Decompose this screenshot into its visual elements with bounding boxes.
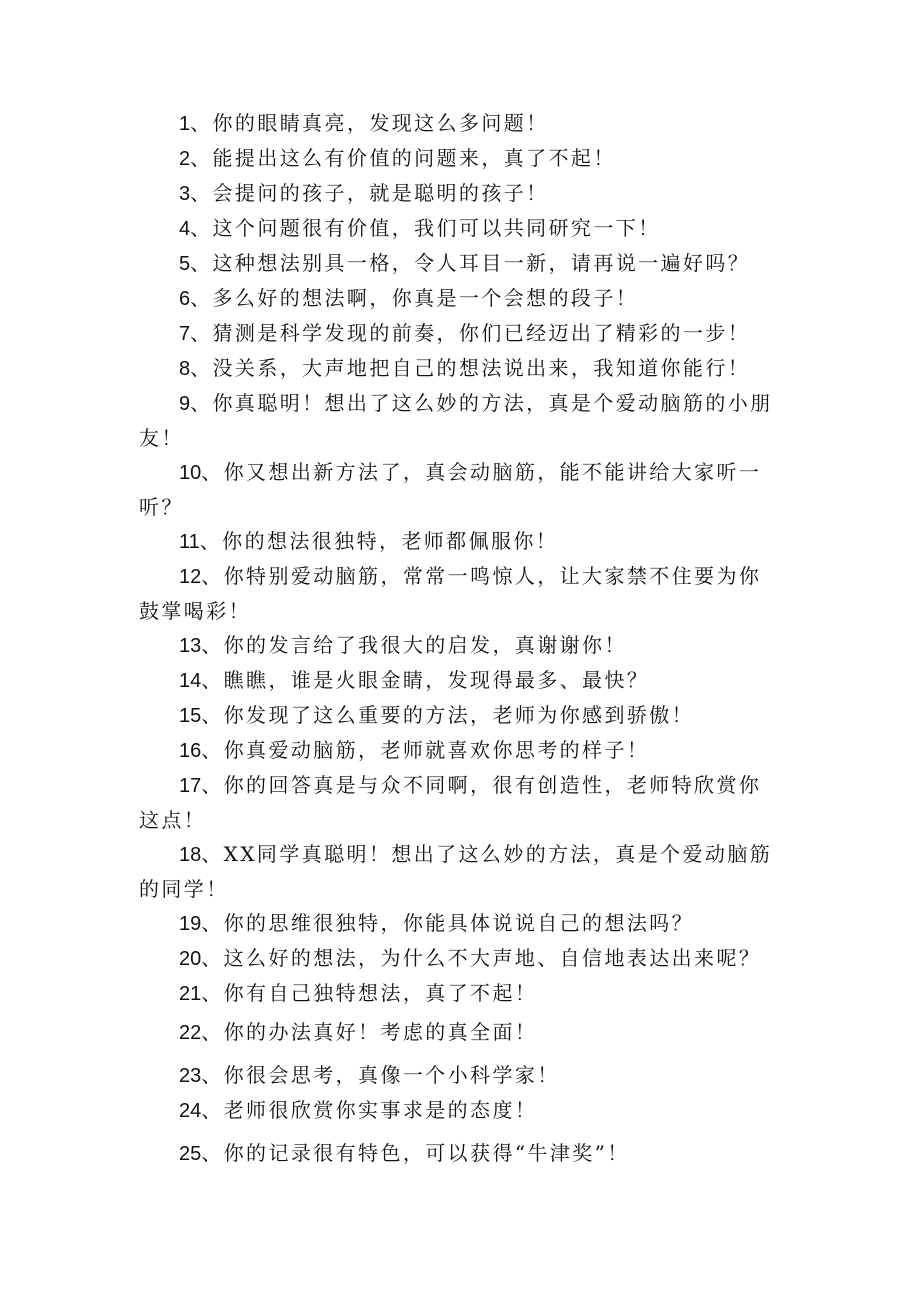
- item-text: 猜测是科学发现的前奏，你们已经迈出了精彩的一步！: [212, 321, 751, 345]
- item-text: 你的思维很独特，你能具体说说自己的想法吗？: [223, 911, 695, 935]
- item-text: 瞧瞧，谁是火眼金睛，发现得最多、最快？: [223, 668, 650, 692]
- list-item: 15、你发现了这么重要的方法，老师为你感到骄傲！: [179, 703, 695, 727]
- item-text: 你的想法很独特，老师都佩服你！: [222, 529, 559, 553]
- list-item: 8、没关系，大声地把自己的想法说出来，我知道你能行！: [179, 356, 751, 380]
- list-item: 6、多么好的想法啊，你真是一个会想的段子！: [179, 286, 639, 310]
- item-number: 23: [179, 1065, 202, 1087]
- item-text: 多么好的想法啊，你真是一个会想的段子！: [212, 286, 639, 310]
- item-number: 16: [179, 740, 202, 762]
- item-text: 你的记录很有特色，可以获得“牛津奖”！: [223, 1141, 630, 1165]
- list-item: 19、你的思维很独特，你能具体说说自己的想法吗？: [179, 911, 695, 935]
- list-item: 10、你又想出新方法了，真会动脑筋，能不能讲给大家听一听？: [139, 460, 762, 519]
- item-number: 4: [179, 218, 191, 240]
- item-number: 17: [179, 775, 202, 797]
- list-item: 11、你的想法很独特，老师都佩服你！: [179, 529, 559, 553]
- list-item: 21、你有自己独特想法，真了不起！: [179, 981, 538, 1005]
- item-text: 你很会思考，真像一个小科学家！: [223, 1063, 560, 1087]
- item-text: 你的回答真是与众不同啊，很有创造性，老师特欣赏你这点！: [139, 773, 762, 832]
- list-item: 13、你的发言给了我很大的启发，真谢谢你！: [179, 633, 627, 657]
- item-text: 你的发言给了我很大的启发，真谢谢你！: [223, 633, 627, 657]
- item-number: 11: [179, 531, 200, 553]
- item-text: 你特别爱动脑筋，常常一鸣惊人，让大家禁不住要为你鼓掌喝彩！: [139, 564, 762, 623]
- list-item: 25、你的记录很有特色，可以获得“牛津奖”！: [179, 1141, 630, 1165]
- item-number: 20: [179, 948, 202, 970]
- item-number: 18: [179, 844, 202, 866]
- list-item: 9、你真聪明！想出了这么妙的方法，真是个爱动脑筋的小朋友！: [139, 391, 773, 450]
- item-number: 3: [179, 183, 191, 205]
- item-text: 能提出这么有价值的问题来，真了不起！: [212, 146, 616, 170]
- item-text: 这个问题很有价值，我们可以共同研究一下！: [212, 216, 661, 240]
- item-number: 9: [179, 393, 191, 415]
- item-text: 没关系，大声地把自己的想法说出来，我知道你能行！: [212, 356, 751, 380]
- item-text: 你的眼睛真亮，发现这么多问题！: [212, 111, 549, 135]
- item-number: 12: [179, 566, 202, 588]
- list-item: 3、会提问的孩子，就是聪明的孩子！: [179, 181, 549, 205]
- list-item: 24、老师很欣赏你实事求是的态度！: [179, 1098, 538, 1122]
- item-number: 22: [179, 1022, 202, 1044]
- list-item: 16、你真爱动脑筋，老师就喜欢你思考的样子！: [179, 738, 650, 762]
- item-text: 这么好的想法，为什么不大声地、自信地表达出来呢？: [223, 946, 762, 970]
- list-item: 12、你特别爱动脑筋，常常一鸣惊人，让大家禁不住要为你鼓掌喝彩！: [139, 564, 762, 623]
- praise-list: [139, 106, 779, 1171]
- list-item: 17、你的回答真是与众不同啊，很有创造性，老师特欣赏你这点！: [139, 773, 762, 832]
- item-number: 25: [179, 1143, 202, 1165]
- item-text: 你有自己独特想法，真了不起！: [223, 981, 538, 1005]
- list-item: 1、你的眼睛真亮，发现这么多问题！: [179, 111, 549, 135]
- list-item: 14、瞧瞧，谁是火眼金睛，发现得最多、最快？: [179, 668, 650, 692]
- list-item: 7、猜测是科学发现的前奏，你们已经迈出了精彩的一步！: [179, 321, 751, 345]
- item-text: 老师很欣赏你实事求是的态度！: [223, 1098, 538, 1122]
- item-number: 14: [179, 670, 202, 692]
- list-item: 20、这么好的想法，为什么不大声地、自信地表达出来呢？: [179, 946, 762, 970]
- item-number: 24: [179, 1100, 202, 1122]
- list-item: 22、你的办法真好！考虑的真全面！: [179, 1020, 538, 1044]
- item-number: 13: [179, 635, 202, 657]
- list-item: 2、能提出这么有价值的问题来，真了不起！: [179, 146, 616, 170]
- list-item: 5、这种想法别具一格，令人耳目一新，请再说一遍好吗？: [179, 251, 751, 275]
- item-number: 21: [179, 983, 202, 1005]
- item-number: 19: [179, 913, 202, 935]
- item-text: 这种想法别具一格，令人耳目一新，请再说一遍好吗？: [212, 251, 751, 275]
- item-number: 7: [179, 323, 191, 345]
- list-item: 23、你很会思考，真像一个小科学家！: [179, 1063, 560, 1087]
- item-text: 你真聪明！想出了这么妙的方法，真是个爱动脑筋的小朋友！: [139, 391, 773, 450]
- item-number: 10: [179, 462, 202, 484]
- item-number: 6: [179, 288, 191, 310]
- list-item: 18、XX同学真聪明！想出了这么妙的方法，真是个爱动脑筋的同学！: [139, 842, 773, 901]
- item-number: 2: [179, 148, 191, 170]
- item-text: 会提问的孩子，就是聪明的孩子！: [212, 181, 549, 205]
- item-text: 你又想出新方法了，真会动脑筋，能不能讲给大家听一听？: [139, 460, 762, 519]
- item-number: 15: [179, 705, 202, 727]
- item-number: 8: [179, 358, 191, 380]
- item-text: 你真爱动脑筋，老师就喜欢你思考的样子！: [223, 738, 650, 762]
- item-text: 你的办法真好！考虑的真全面！: [223, 1020, 538, 1044]
- item-number: 5: [179, 253, 191, 275]
- list-item: 4、这个问题很有价值，我们可以共同研究一下！: [179, 216, 661, 240]
- item-text: XX同学真聪明！想出了这么妙的方法，真是个爱动脑筋的同学！: [139, 842, 773, 901]
- item-text: 你发现了这么重要的方法，老师为你感到骄傲！: [223, 703, 695, 727]
- item-number: 1: [179, 113, 191, 135]
